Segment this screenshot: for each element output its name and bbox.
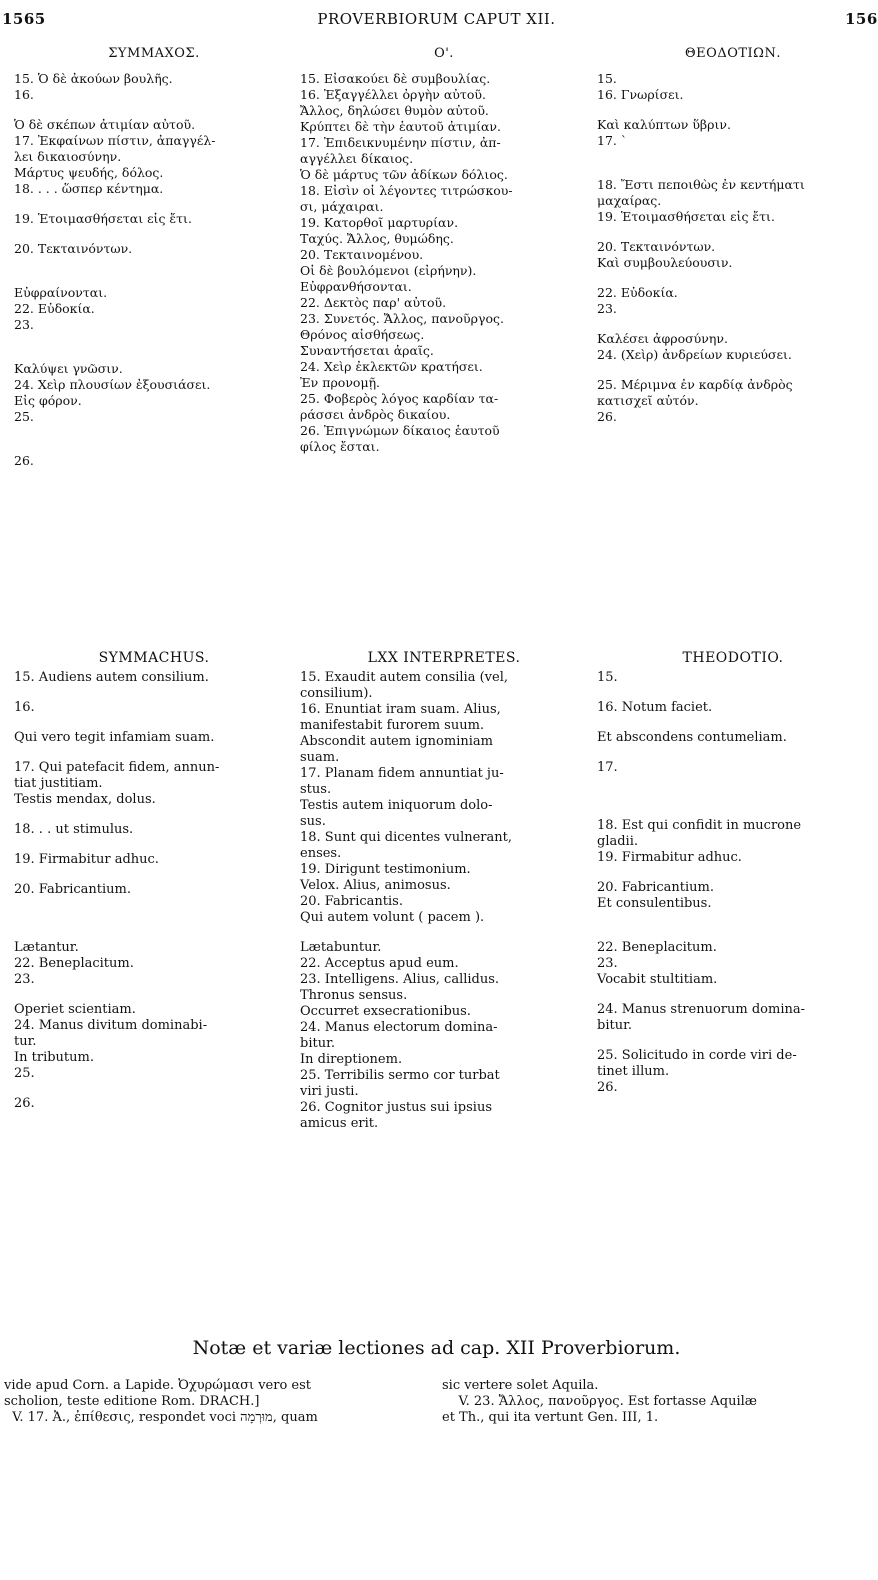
- verse-line: 15. Audiens autem consilium.: [14, 670, 209, 685]
- verse-line: [597, 363, 869, 377]
- verse-line: 19. Ἑτοιμασθήσεται εἰς ἔτι.: [14, 211, 192, 226]
- verse-line: 18. . . . ὥσπερ κέντημα.: [14, 181, 164, 196]
- verse-line: In direptionem.: [300, 1052, 403, 1067]
- column-title: THEODOTIO.: [682, 650, 784, 666]
- column-title: ΣΥΜΜΑΧΟΣ.: [108, 46, 200, 61]
- verse-line: [597, 317, 869, 331]
- verse-line: 25.: [14, 1066, 35, 1081]
- verse-line: Occurret exsecrationibus.: [300, 1004, 471, 1019]
- column-title: SYMMACHUS.: [98, 650, 210, 666]
- verse-line: 22. Beneplacitum.: [597, 940, 717, 955]
- verse-line: 26.: [597, 409, 617, 424]
- verse-line: In tributum.: [14, 1050, 94, 1065]
- verse-line: 20. Τεκταινόντων.: [14, 241, 133, 256]
- verse-line: 23. Intelligens. Alius, callidus.: [300, 972, 500, 987]
- verse-line: [14, 686, 294, 700]
- latin-theodotion-column: [597, 650, 869, 1096]
- verse-line: 22. Acceptus apud eum.: [300, 956, 459, 971]
- verse-line: 16. Notum faciet.: [597, 700, 713, 715]
- latin-lxx-column: [300, 650, 588, 1132]
- notes-right: sic vertere solet Aquila. V. 23. Ἄλλος, πανοῦργος. Est fortasse Aquilæ et Th., qui ita vertunt Gen. III, 1.: [442, 1378, 757, 1425]
- greek-symmachus-column: [14, 46, 294, 469]
- verse-line: [14, 227, 294, 241]
- verse-line: 19. Firmabitur adhuc.: [597, 850, 742, 865]
- verse-line: 24. Manus divitum dominabi- tur.: [14, 1018, 208, 1049]
- verse-line: Lætantur.: [14, 940, 79, 955]
- verse-line: [14, 333, 294, 347]
- verse-line: 15.: [597, 670, 618, 685]
- verse-line: Ὁ δὲ μάρτυς τῶν ἀδίκων δόλιος.: [300, 167, 508, 182]
- verse-line: Et abscondens contumeliam.: [597, 730, 787, 745]
- verse-line: 16.: [14, 700, 35, 715]
- verse-line: 22. Δεκτὸς παρ' αὐτοῦ.: [300, 295, 447, 310]
- verse-line: Ἐν προνομῇ.: [300, 375, 381, 390]
- verse-line: 17. Ἐπιδεικνυμένην πίστιν, ἀπ- αγγέλλει δίκαιος.: [300, 135, 501, 166]
- greek-theodotion-column: [597, 46, 869, 425]
- verse-line: 25. Μέριμνα ἐν καρδίᾳ ἀνδρὸς κατισχεῖ αὐτόν.: [597, 377, 793, 408]
- verse-line: [597, 746, 869, 760]
- verse-line: 19. Dirigunt testimonium.: [300, 862, 471, 877]
- verse-line: 26. Cognitor justus sui ipsius amicus erit.: [300, 1100, 492, 1131]
- verse-line: 15. Εἰσακούει δὲ συμβουλίας.: [300, 71, 491, 86]
- verse-line: [14, 868, 294, 882]
- verse-line: 23. Συνετός. Ἄλλος, πανοῦργος.: [300, 311, 504, 326]
- verse-line: 20. Fabricantium.: [14, 882, 132, 897]
- verse-line: [14, 197, 294, 211]
- verse-line: 16. Γνωρίσει.: [597, 87, 684, 102]
- verse-line: Ταχύς. Ἄλλος, θυμώδης.: [300, 231, 454, 246]
- verse-line: Ὁ δὲ σκέπων ἀτιμίαν αὐτοῦ.: [14, 117, 196, 132]
- verse-line: 17.: [597, 760, 618, 775]
- verse-line: [14, 898, 294, 912]
- verse-line: 18. Εἰσὶν οἱ λέγοντες τιτρώσκου- σι, μάχαιραι.: [300, 183, 513, 214]
- verse-line: Συναντήσεται ἀραῖς.: [300, 343, 434, 358]
- verse-line: 20. Fabricantium.: [597, 880, 715, 895]
- verse-line: [597, 271, 869, 285]
- verse-line: Εἰς φόρον.: [14, 393, 82, 408]
- verse-line: 18. Ἔστι πεποιθὼς ἐν κεντήματι μαχαίρας.: [597, 177, 805, 208]
- verse-line: 22. Beneplacitum.: [14, 956, 134, 971]
- verse-line: 23.: [14, 972, 35, 987]
- verse-line: 18. Est qui confidit in mucrone gladii.: [597, 818, 802, 849]
- verse-line: [597, 988, 869, 1002]
- verse-line: [14, 912, 294, 926]
- verse-line: Lætabuntur.: [300, 940, 382, 955]
- verse-line: Μάρτυς ψευδής, δόλος.: [14, 165, 164, 180]
- verse-line: Testis autem iniquorum dolo- sus.: [300, 798, 493, 829]
- verse-line: 17. Planam fidem annuntiat ju- stus.: [300, 766, 504, 797]
- verse-line: 23.: [14, 317, 34, 332]
- verse-line: 22. Εὐδοκία.: [14, 301, 95, 316]
- verse-line: Καλύψει γνῶσιν.: [14, 361, 123, 376]
- verse-line: [597, 103, 869, 117]
- verse-line: Καλέσει ἀφροσύνην.: [597, 331, 728, 346]
- verse-line: 23.: [597, 301, 617, 316]
- verse-line: Velox. Alius, animosus.: [300, 878, 451, 893]
- verse-line: 25. Solicitudo in corde viri de- tinet illum.: [597, 1048, 797, 1079]
- verse-line: [14, 271, 294, 285]
- verse-line: [14, 1082, 294, 1096]
- verse-line: Θρόνος αἰσθήσεως.: [300, 327, 425, 342]
- column-title: Ο'.: [434, 46, 454, 61]
- verse-line: 24. Manus electorum domina- bitur.: [300, 1020, 498, 1051]
- page-number-right: 156: [845, 10, 878, 28]
- verse-line: Qui vero tegit infamiam suam.: [14, 730, 215, 745]
- verse-line: [597, 686, 869, 700]
- verse-line: Εὐφρανθήσονται.: [300, 279, 412, 294]
- verse-line: 19. Firmabitur adhuc.: [14, 852, 159, 867]
- verse-line: 23.: [597, 956, 618, 971]
- verse-line: 24. Χεὶρ πλουσίων ἐξουσιάσει.: [14, 377, 211, 392]
- verse-line: [597, 716, 869, 730]
- verse-line: 19. Ἑτοιμασθήσεται εἰς ἔτι.: [597, 209, 775, 224]
- verse-line: [14, 838, 294, 852]
- verse-line: Καὶ συμβουλεύουσιν.: [597, 255, 733, 270]
- verse-line: Εὐφραίνονται.: [14, 285, 108, 300]
- verse-line: [14, 347, 294, 361]
- verse-line: 16. Ἐξαγγέλλει ὀργὴν αὐτοῦ. Ἄλλος, δηλώσει θυμὸν αὐτοῦ.: [300, 87, 489, 118]
- verse-line: 24. Manus strenuorum domina- bitur.: [597, 1002, 805, 1033]
- verse-line: [597, 804, 869, 818]
- verse-line: [597, 163, 869, 177]
- verse-line: 20. Fabricantis.: [300, 894, 403, 909]
- verse-line: 18. . . ut stimulus.: [14, 822, 134, 837]
- column-title: ΘΕΟΔΟΤΙΩΝ.: [685, 46, 781, 61]
- verse-line: 17. `: [597, 133, 628, 148]
- verse-line: [14, 988, 294, 1002]
- verse-line: 26.: [14, 453, 34, 468]
- page-title: PROVERBIORUM CAPUT XII.: [317, 10, 556, 28]
- verse-line: 19. Κατορθοῖ μαρτυρίαν.: [300, 215, 459, 230]
- verse-line: 15. Exaudit autem consilia (vel, consilium).: [300, 670, 508, 701]
- verse-line: 26.: [597, 1080, 618, 1095]
- verse-line: Et consulentibus.: [597, 896, 712, 911]
- verse-line: Καὶ καλύπτων ὕβριν.: [597, 117, 731, 132]
- verse-line: [14, 926, 294, 940]
- verse-line: 16.: [14, 87, 34, 102]
- verse-line: [597, 866, 869, 880]
- notes-title: Notæ et variæ lectiones ad cap. XII Proverbiorum.: [192, 1337, 681, 1359]
- verse-line: 17. Qui patefacit fidem, annun- tiat justitiam.: [14, 760, 220, 791]
- verse-line: [597, 926, 869, 940]
- verse-line: [14, 425, 294, 439]
- greek-lxx-column: [300, 46, 588, 455]
- verse-line: [597, 225, 869, 239]
- verse-line: [14, 746, 294, 760]
- notes-left: vide apud Corn. a Lapide. Ὀχυρώμασι vero est scholion, teste editione Rom. DRACH.] V. 17. Ἀ., ἐπίθεσις, respondet voci מוּרְמָה, quam: [4, 1378, 318, 1425]
- verse-line: 26.: [14, 1096, 35, 1111]
- verse-line: Qui autem volunt ( pacem ).: [300, 910, 485, 925]
- verse-line: 20. Τεκταινόντων.: [597, 239, 716, 254]
- verse-line: 16. Enuntiat iram suam. Alius, manifestabit furorem suum.: [300, 702, 501, 733]
- latin-symmachus-column: [14, 650, 294, 1112]
- verse-line: [597, 790, 869, 804]
- verse-line: Κρύπτει δὲ τὴν ἑαυτοῦ ἀτιμίαν.: [300, 119, 502, 134]
- verse-line: Testis mendax, dolus.: [14, 792, 156, 807]
- verse-line: Vocabit stultitiam.: [597, 972, 718, 987]
- verse-line: 17. Ἐκφαίνων πίστιν, ἀπαγγέλ- λει δικαιοσύνην.: [14, 133, 216, 164]
- verse-line: 26. Ἐπιγνώμων δίκαιος ἑαυτοῦ φίλος ἔσται.: [300, 423, 500, 454]
- verse-line: 18. Sunt qui dicentes vulnerant, enses.: [300, 830, 512, 861]
- verse-line: 24. (Χεὶρ) ἀνδρείων κυριεύσει.: [597, 347, 792, 362]
- verse-line: 15. Ὁ δὲ ἀκούων βουλῆς.: [14, 71, 173, 86]
- verse-line: [300, 926, 588, 940]
- verse-line: [597, 776, 869, 790]
- verse-line: [14, 716, 294, 730]
- verse-line: Operiet scientiam.: [14, 1002, 136, 1017]
- verse-line: Οἱ δὲ βουλόμενοι (εἰρήνην).: [300, 263, 477, 278]
- verse-line: [597, 149, 869, 163]
- verse-line: 15.: [597, 71, 617, 86]
- verse-line: Thronus sensus.: [300, 988, 408, 1003]
- verse-line: [14, 808, 294, 822]
- verse-line: 20. Τεκταινομένου.: [300, 247, 424, 262]
- verse-line: Abscondit autem ignominiam suam.: [300, 734, 493, 765]
- verse-line: [597, 1034, 869, 1048]
- verse-line: [597, 912, 869, 926]
- verse-line: [14, 439, 294, 453]
- verse-line: 24. Χεὶρ ἐκλεκτῶν κρατήσει.: [300, 359, 483, 374]
- verse-line: [14, 257, 294, 271]
- verse-line: 25. Terribilis sermo cor turbat viri justi.: [300, 1068, 500, 1099]
- verse-line: 22. Εὐδοκία.: [597, 285, 678, 300]
- column-title: LXX INTERPRETES.: [367, 650, 521, 666]
- verse-line: [14, 103, 294, 117]
- page-number-left: 1565: [2, 10, 46, 28]
- verse-line: 25.: [14, 409, 34, 424]
- verse-line: 25. Φοβερὸς λόγος καρδίαν τα- ράσσει ἀνδρὸς δικαίου.: [300, 391, 499, 422]
